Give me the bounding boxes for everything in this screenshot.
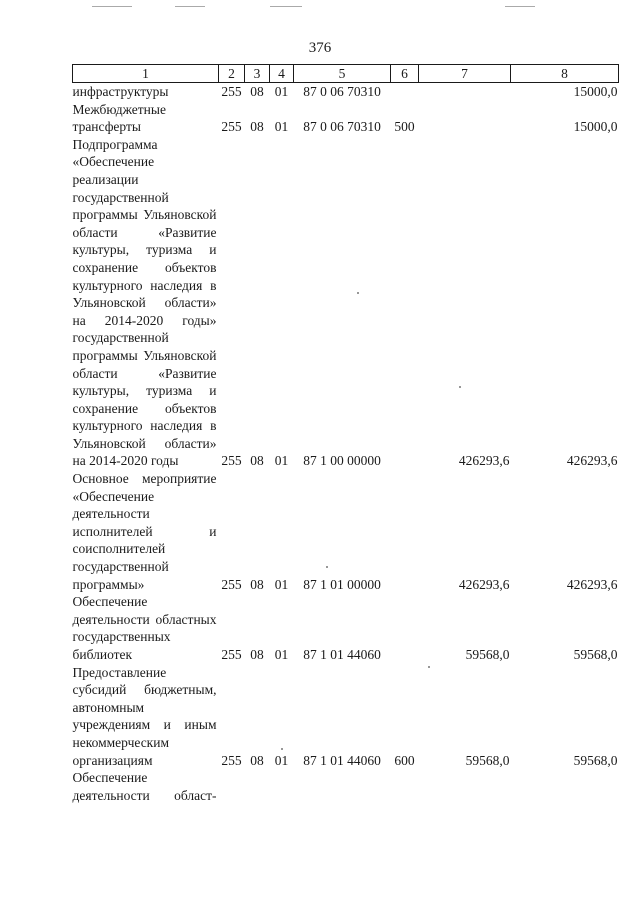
scan-speck <box>357 292 359 294</box>
header-col-7: 7 <box>419 65 511 83</box>
row-admin-code: 255 <box>221 84 242 99</box>
row-amount-col7 <box>419 101 511 136</box>
row-name: Межбюджетные трансферты <box>72 101 166 135</box>
header-col-4: 4 <box>270 65 294 83</box>
row-target-article: 87 1 01 44060 <box>303 752 381 768</box>
row-name: Основное мероприятие «Обеспечение деятельности исполнителей и соисполнителей государственной программы» <box>72 471 217 592</box>
table-row <box>73 470 619 593</box>
scan-artifact <box>175 6 205 7</box>
row-subsection-code: 01 <box>274 453 289 469</box>
row-section-code: 08 <box>250 84 264 99</box>
scan-speck <box>428 666 430 668</box>
row-expense-type <box>391 593 419 663</box>
row-admin-code: 255 <box>221 647 242 662</box>
row-admin-code: 255 <box>221 576 242 592</box>
row-amount-col8: 59568,0 <box>573 647 618 662</box>
scan-artifact <box>505 6 535 7</box>
table-row <box>73 769 619 804</box>
row-section-code: 08 <box>250 576 264 592</box>
scan-speck <box>326 566 328 568</box>
row-section-code <box>245 769 270 804</box>
row-amount-col8: 15000,0 <box>573 84 618 99</box>
row-section-code: 08 <box>250 752 264 768</box>
header-col-8: 8 <box>511 65 619 83</box>
row-target-article: 87 1 01 44060 <box>303 647 381 662</box>
row-amount-col7: 59568,0 <box>465 647 510 662</box>
scan-speck <box>281 748 283 750</box>
row-expense-type <box>391 136 419 470</box>
row-subsection-code: 01 <box>274 119 289 135</box>
scan-artifact <box>270 6 302 7</box>
scan-speck <box>459 386 461 388</box>
row-expense-type <box>391 470 419 593</box>
row-target-article: 87 1 01 00000 <box>303 576 381 592</box>
row-subsection-code: 01 <box>274 752 289 768</box>
row-section-code: 08 <box>250 647 264 662</box>
row-admin-code: 255 <box>221 752 242 768</box>
row-name: Подпрограмма «Обеспечение реализации государственной программы Ульяновской области «Развитие культуры, туризма и сохранение объектов культурного наследия в Ульяновской области» на 2014-2020 годы» государственной программы Ульяновской области «Развитие культуры, туризма и сохранение объектов культурного наследия в Ульяновской области» на 2014-2020 годы <box>72 136 217 469</box>
row-expense-type <box>391 83 419 101</box>
row-admin-code <box>219 769 245 804</box>
row-target-article <box>294 769 391 804</box>
row-admin-code: 255 <box>221 453 242 469</box>
header-col-3: 3 <box>245 65 270 83</box>
row-amount-col7 <box>419 769 511 804</box>
table-row <box>73 101 619 136</box>
row-admin-code: 255 <box>221 119 242 135</box>
row-name: Предоставление субсидий бюджетным, автономным учреждениям и иным некоммерческим организациям <box>72 664 217 768</box>
row-expense-type <box>391 769 419 804</box>
header-col-5: 5 <box>294 65 391 83</box>
row-amount-col7: 426293,6 <box>458 453 510 469</box>
row-expense-type: 600 <box>394 752 415 768</box>
page-number: 376 <box>308 40 332 56</box>
row-amount-col8: 59568,0 <box>573 752 618 768</box>
table-row <box>73 83 619 101</box>
row-amount-col7: 59568,0 <box>465 752 510 768</box>
table-row <box>73 136 619 470</box>
row-name: Обеспечение деятельности областных государственных библиотек <box>72 594 217 662</box>
row-subsection-code: 01 <box>274 84 289 99</box>
row-expense-type: 500 <box>394 119 415 135</box>
row-target-article: 87 0 06 70310 <box>303 119 381 135</box>
scan-artifact <box>92 6 132 7</box>
table-row <box>73 593 619 663</box>
row-name: инфраструктуры <box>72 84 169 99</box>
header-col-2: 2 <box>219 65 245 83</box>
header-col-6: 6 <box>391 65 419 83</box>
row-target-article: 87 1 00 00000 <box>303 453 381 469</box>
row-amount-col8: 15000,0 <box>573 119 618 135</box>
row-target-article: 87 0 06 70310 <box>303 84 381 99</box>
row-name: Обеспечение деятельности област- <box>72 770 217 803</box>
row-section-code: 08 <box>250 453 264 469</box>
header-row <box>73 65 619 83</box>
budget-table <box>72 64 619 804</box>
row-section-code: 08 <box>250 119 264 135</box>
row-amount-col8 <box>511 769 619 804</box>
row-amount-col7: 426293,6 <box>458 576 510 592</box>
row-amount-col7 <box>419 83 511 101</box>
table-row <box>73 664 619 770</box>
row-subsection-code <box>270 769 294 804</box>
header-col-1: 1 <box>73 65 219 83</box>
row-subsection-code: 01 <box>274 576 289 592</box>
row-amount-col8: 426293,6 <box>566 576 618 592</box>
row-subsection-code: 01 <box>274 647 289 662</box>
row-amount-col8: 426293,6 <box>566 453 618 469</box>
